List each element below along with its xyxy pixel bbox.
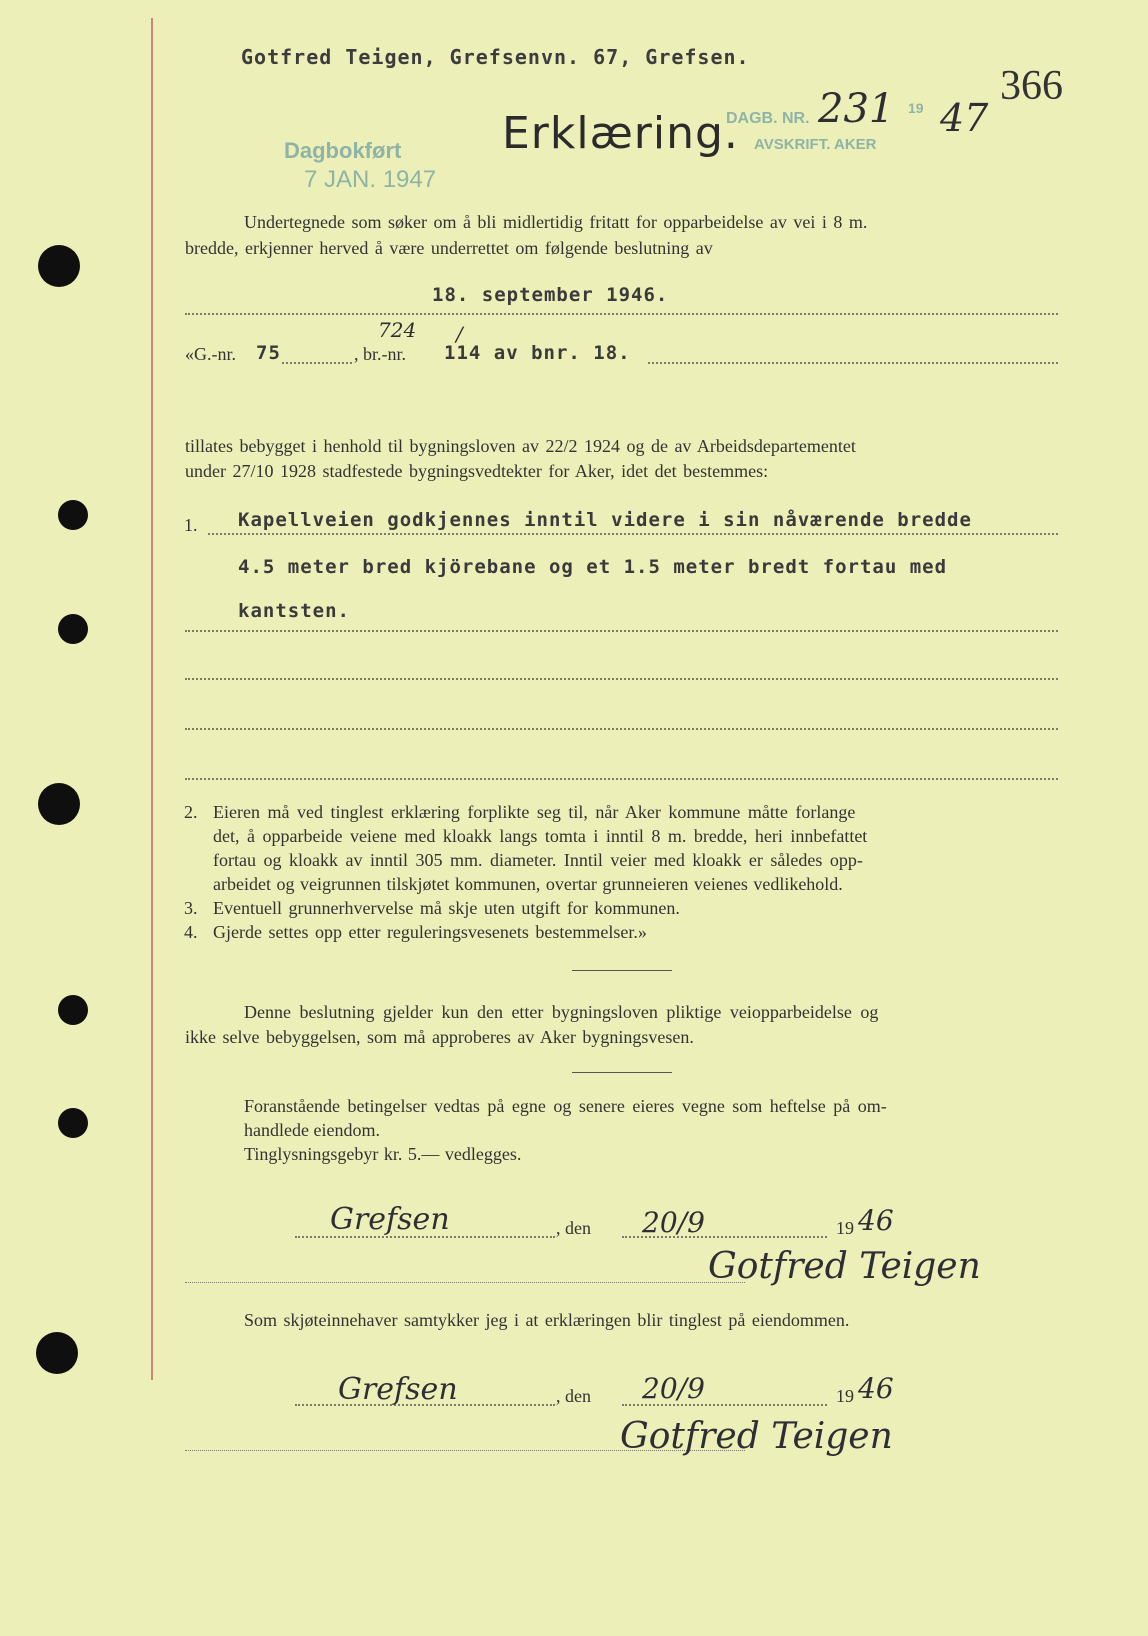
gnr-value: 75	[256, 342, 281, 364]
terms-line-1: Foranstående betingelser vedtas på egne og senere eieres vegne som heftelse på om-	[244, 1096, 887, 1116]
dagbokfort-stamp-label: Dagbokført	[284, 138, 402, 163]
gnr-label: «G.-nr.	[185, 344, 236, 364]
punch-hole	[36, 1332, 78, 1374]
dotted-rule	[185, 728, 1058, 730]
signature-2-place: Grefsen	[338, 1372, 458, 1407]
brnr-label: , br.-nr.	[354, 344, 406, 364]
document-title: Erklæring.	[502, 108, 739, 159]
permission-line-1: tillates bebygget i henhold til bygningsloven av 22/2 1924 og de av Arbeidsdepartementet	[185, 436, 856, 456]
terms-line-2: handlede eiendom.	[244, 1120, 380, 1140]
notice-line-1: Denne beslutning gjelder kun den etter bygningsloven pliktige veiopparbeidelse og	[244, 1002, 879, 1022]
signature-2-name: Gotfred Teigen	[620, 1416, 893, 1457]
intro-line-1: Undertegnede som søker om å bli midlertidig fritatt for opparbeidelse av vei i 8 m.	[244, 212, 868, 232]
condition-2-line-2: det, å opparbeide veiene med kloakk langs tomta i inntil 8 m. bredde, heri innbefattet	[213, 826, 868, 846]
notice-line-2: ikke selve bebyggelsen, som må approberes av Aker bygningsvesen.	[185, 1027, 694, 1047]
signature-2-date: 20/9	[642, 1372, 705, 1405]
brnr-hand-mark: /	[456, 322, 463, 346]
owner-line: Gotfred Teigen, Grefsenvn. 67, Grefsen.	[241, 45, 750, 69]
dotted-rule	[185, 678, 1058, 680]
punch-hole	[58, 614, 88, 644]
dagb-nr-year-prefix: 19	[908, 100, 924, 116]
punch-hole	[38, 783, 80, 825]
brnr-hand-above: 724	[378, 318, 417, 342]
brnr-value: 114 av bnr. 18.	[444, 342, 631, 364]
separator-rule	[572, 1072, 672, 1073]
dotted-rule	[648, 362, 1058, 364]
punch-hole	[58, 1108, 88, 1138]
intro-line-2: bredde, erkjenner herved å være underrettet om følgende beslutning av	[185, 238, 713, 258]
condition-2-line-4: arbeidet og veigrunnen tilskjøtet kommunen, overtar grunneieren veienes vedlikehold.	[213, 874, 843, 894]
condition-2-number: 2.	[184, 802, 198, 822]
signature-1-name: Gotfred Teigen	[708, 1246, 981, 1287]
avskrift-stamp: AVSKRIFT. AKER	[754, 136, 877, 153]
condition-1-line-2: 4.5 meter bred kjörebane og et 1.5 meter bredt fortau med	[238, 556, 948, 578]
punch-hole	[58, 500, 88, 530]
dagb-nr-value: 231	[818, 86, 895, 132]
consent-line: Som skjøteinnehaver samtykker jeg i at erklæringen blir tinglest på eiendommen.	[244, 1310, 850, 1330]
fee-line: Tinglysningsgebyr kr. 5.— vedlegges.	[244, 1144, 522, 1164]
condition-2-line-1: Eieren må ved tinglest erklæring forplikte seg til, når Aker kommune måtte forlange	[213, 802, 856, 822]
dotted-rule	[185, 313, 1058, 315]
punch-hole	[58, 995, 88, 1025]
signature-line	[185, 1282, 745, 1283]
condition-3-number: 3.	[184, 898, 198, 918]
dotted-rule	[282, 362, 352, 364]
permission-line-2: under 27/10 1928 stadfestede bygningsvedtekter for Aker, idet det bestemmes:	[185, 461, 769, 481]
signature-1-den-label: , den	[556, 1218, 591, 1238]
page-number: 366	[1000, 63, 1063, 109]
dotted-rule	[208, 533, 1058, 535]
signature-2-year-prefix: 19	[836, 1386, 854, 1406]
condition-2-line-3: fortau og kloakk av inntil 305 mm. diameter. Inntil veier med kloakk er således opp-	[213, 850, 863, 870]
punch-hole	[38, 245, 80, 287]
signature-2-den-label: , den	[556, 1386, 591, 1406]
condition-1-line-1: Kapellveien godkjennes inntil videre i sin nåværende bredde	[238, 509, 972, 531]
dagbokfort-stamp-date: 7 JAN. 1947	[304, 166, 437, 193]
condition-1-line-3: kantsten.	[238, 600, 350, 622]
margin-rule	[151, 18, 153, 1380]
dagb-nr-stamp-label: DAGB. NR.	[726, 110, 810, 127]
dotted-rule	[185, 778, 1058, 780]
signature-1-year-suffix: 46	[858, 1204, 894, 1237]
signature-2-year-suffix: 46	[858, 1372, 894, 1405]
condition-1-number: 1.	[184, 515, 198, 535]
signature-1-year-prefix: 19	[836, 1218, 854, 1238]
separator-rule	[572, 970, 672, 971]
decision-date: 18. september 1946.	[432, 284, 669, 306]
condition-3-line-1: Eventuell grunnerhvervelse må skje uten utgift for kommunen.	[213, 898, 680, 918]
condition-4-number: 4.	[184, 922, 198, 942]
signature-1-place: Grefsen	[330, 1202, 450, 1237]
dagb-nr-year: 47	[940, 96, 989, 140]
condition-4-line-1: Gjerde settes opp etter reguleringsvesenets bestemmelser.»	[213, 922, 647, 942]
signature-1-date: 20/9	[642, 1206, 705, 1239]
dotted-rule	[185, 630, 1058, 632]
